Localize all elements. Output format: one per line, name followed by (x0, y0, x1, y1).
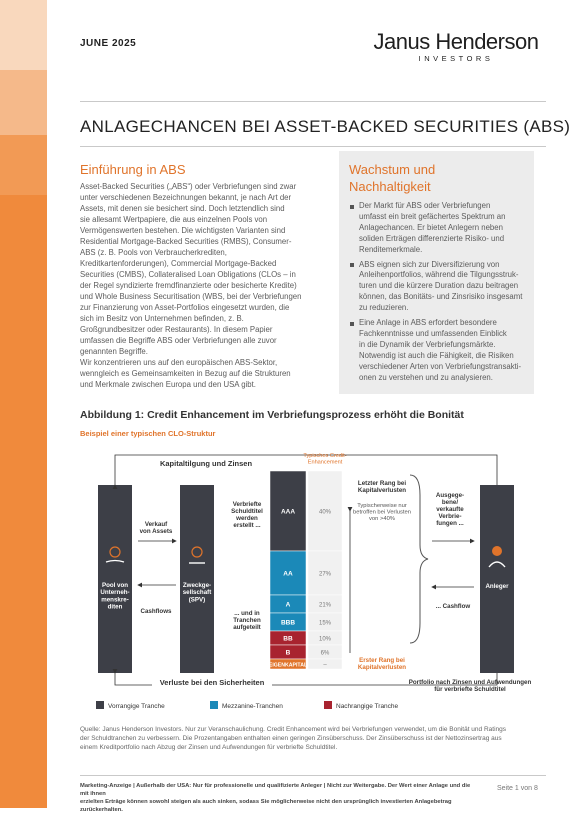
intro-line: Großgrundbesitzer oder Restaurants). In diesem Papier (80, 325, 273, 334)
growth-bullet (349, 201, 529, 256)
growth-bullet-list (349, 201, 529, 388)
legend-label: Vorrangige Tranche (108, 703, 165, 710)
growth-bullet-line: soliden Erträgen differenzierte Risiko- und (359, 233, 505, 243)
report-date: JUNE 2025 (80, 38, 137, 49)
growth-bullet-line: verschiedener Arten von Verbriefungstransakti- (359, 361, 522, 371)
intro-line: und Merkmale zwischen Europa und den USA gibt. (80, 380, 256, 389)
legend-label: Nachrangige Tranche (336, 703, 399, 710)
growth-bullet-line: Anlagechancen. Er bietet Anlegern neben (359, 222, 503, 232)
logo-subtitle: INVESTORS (418, 54, 494, 63)
spv-box (180, 485, 214, 673)
growth-bullet-line: Anleihenportfolios, während die Tilgungsstruk- (359, 270, 519, 280)
tranche-label: A (285, 601, 291, 609)
logo-name: Janus Henderson (373, 29, 539, 54)
source-line: der Schuldtranchen zu verbessern. Die Prozentangaben enthalten einen geringen Zinsüberschuss. Der Zinsüberschuss ist der Nettozinsertrag aus (80, 734, 502, 742)
intro-line: genannten Begriffe. (80, 347, 148, 356)
ce-header: Typisches Credit- (303, 453, 347, 459)
letzter-rang-label: Letzter Rang bei (357, 480, 407, 487)
growth-bullet (349, 260, 529, 315)
intro-line: wenngleich es Gemeinsamkeiten in Bezug auf die Strukturen (80, 369, 291, 378)
intro-line: Asset-Backed Securities („ABS“) oder Verbriefungen sind zwar (80, 182, 297, 191)
intro-line: umfassen die Begriffe ABS oder Verbriefungen alle zuvor (80, 336, 277, 345)
decorative-sidebar (0, 0, 47, 808)
ausgegeben-label: Ausgege- (435, 492, 465, 499)
erster-rang-label: Kapitalverlusten (357, 664, 407, 671)
growth-bullet-line: Fachkenntnisse und umfassenden Einblick (359, 328, 507, 338)
verkauf-label: Verkauf (144, 521, 168, 528)
footer-line: erzielten Erträge können sowohl steigen als auch sinken, sodass Sie möglicherweise nicht den ursprünglich investierten Anlagebetrag zurückerhalten. (80, 799, 452, 813)
ausgegeben-label: Verbrie- (438, 513, 462, 520)
investor-label: Anleger (485, 583, 509, 590)
growth-heading-line: Wachstum und (349, 162, 436, 177)
ausgegeben-label: verkaufte (436, 506, 464, 513)
verbriefte-label: erstellt ... (233, 522, 261, 529)
growth-bullet-line: umfasst ein breit gefächertes Spektrum an (359, 211, 506, 221)
growth-bullet-line: können, das Bonitäts- und Zinsrisiko insgesamt (359, 292, 523, 302)
tranche-label: B (285, 649, 291, 657)
sidebar-band (0, 0, 47, 70)
intro-line: und Whole Business Securitisation (WBS, bei der Verbriefungen (80, 292, 302, 301)
intro-line: Vermögenswerten bestehen. Die wichtigsten Varianten sind (80, 226, 286, 235)
janus-henderson-logo (366, 31, 546, 71)
investor-box (480, 485, 514, 673)
ausgegeben-label: bene/ (441, 499, 459, 506)
figure-title: Abbildung 1: Credit Enhancement im Verbriefungsprozess erhöht die Bonität (80, 409, 464, 421)
ce-header: Enhancement (307, 459, 343, 466)
sidebar-band (0, 135, 47, 195)
growth-heading (349, 161, 499, 195)
growth-bullet-line: Renditemerkmale. (359, 244, 423, 254)
growth-bullet-line: Der Markt für ABS oder Verbriefungen (359, 201, 491, 210)
footer-disclaimer (80, 782, 480, 814)
ce-value: 40% (318, 509, 332, 516)
growth-bullet-line: ABS eignen sich zur Diversifizierung von (359, 259, 500, 269)
verbriefte-label: werden (236, 515, 258, 522)
legend-swatch (324, 701, 332, 709)
portfolio-label: für verbriefte Schuldtitel (434, 686, 506, 693)
intro-line: sich im Besitz von Unternehmen befinden, z. B. (80, 314, 244, 323)
pool-box (98, 485, 132, 673)
tranche-label: AA (283, 570, 293, 578)
typisch-label: betroffen bei Verlusten (353, 509, 411, 516)
growth-bullet-line: in die Dynamik der Verbriefungsmärkte. (359, 339, 496, 349)
spv-label: sellschaft (182, 589, 212, 597)
legend-swatch (96, 701, 104, 709)
ce-value: – (323, 662, 327, 669)
intro-heading: Einführung in ABS (80, 162, 186, 177)
cashflow-label: ... Cashflow (435, 603, 471, 610)
intro-line: Securities (CMBS), Collateralised Loan Obligations (CLOs – in (80, 270, 296, 279)
footer-line: Marketing-Anzeige | Außerhalb der USA: Nur für professionelle und qualifizierte Anleger | Nicht zur Weitergabe. Der Wert einer Anlage und die mit ihnen (80, 783, 471, 797)
source-note (80, 726, 550, 752)
typisch-label: Typischerweise nur (357, 503, 407, 509)
intro-line: zur Finanzierung von Asset-Portfolios eingesetzt wurden, die (80, 303, 290, 312)
letzter-rang-label: Kapitalverlusten (357, 487, 407, 494)
intro-line: Assets, mit denen sie besichert sind. Doch letztendlich sind (80, 204, 285, 213)
legend-swatch (210, 701, 218, 709)
pool-label: menskre- (101, 596, 129, 604)
ce-value: 10% (318, 636, 332, 643)
growth-bullet-line: turen und die kürzere Duration dazu beitragen (359, 281, 519, 291)
ce-value: 21% (318, 602, 332, 609)
growth-bullet-line: Notwendig ist auch die Fähigkeit, die Risiken (359, 350, 514, 360)
top-arrow-label: Kapitaltilgung und Zinsen (159, 459, 253, 468)
growth-sidebar-box (339, 151, 534, 394)
ce-value: 27% (318, 571, 332, 578)
pool-label: Unterneh- (100, 589, 130, 597)
tranche-label: BB (283, 635, 293, 643)
portfolio-label: Portfolio nach Zinsen und Aufwendungen (408, 679, 532, 686)
head-shape (492, 546, 502, 556)
tranche-label: AAA (280, 508, 296, 516)
growth-bullet (349, 318, 529, 383)
tranche-label: EIGENKAPITAL (268, 662, 308, 669)
verbriefte-label: Schuldtitel (231, 508, 263, 515)
tranchen-label: ... und in (234, 610, 260, 617)
intro-line: Wir konzentrieren uns auf den europäischen ABS-Sektor, (80, 358, 278, 367)
cashflows-label: Cashflows (140, 608, 172, 615)
divider (80, 146, 546, 147)
intro-line: unter verschiedenen Bezeichnungen bekannt, je nach Art der (80, 193, 292, 202)
divider (80, 101, 546, 102)
growth-heading-line: Nachhaltigkeit (349, 179, 431, 194)
spv-label: Zweckge- (182, 582, 212, 589)
typisch-label: von >40% (369, 516, 395, 522)
verkauf-label: von Assets (139, 528, 173, 535)
erster-rang-label: Erster Rang bei (359, 657, 405, 664)
source-line: einem Kreditportfolio nach Abzug der Zinsen und Aufwendungen für verbriefte Schuldtitel. (80, 743, 338, 751)
page-title: ANLAGECHANCEN BEI ASSET-BACKED SECURITIES (ABS) (80, 117, 571, 136)
growth-bullet-line: zu reduzieren. (359, 303, 409, 313)
curly-brace (410, 475, 428, 643)
legend-label: Mezzanine-Tranchen (222, 703, 283, 710)
divider (80, 775, 546, 776)
growth-bullet-line: Eine Anlage in ABS erfordert besondere (359, 318, 497, 328)
tranchen-label: aufgeteilt (233, 624, 261, 631)
tranche-label: BBB (280, 619, 296, 627)
intro-line: sie allesamt Wertpapiere, die aus einzelnen Pools von (80, 215, 268, 224)
pool-label: diten (107, 603, 123, 611)
verbriefte-label: Verbriefte (232, 501, 262, 508)
intro-line: Kreditkartenforderungen), Commercial Mortgage-Backed (80, 259, 277, 268)
intro-line: Residential Mortgage-Backed Securities (RMBS), Consumer- (80, 237, 292, 246)
pool-label: Pool von (101, 582, 129, 589)
intro-paragraph (80, 181, 330, 390)
ce-value: 15% (318, 620, 332, 627)
bottom-arrow-label: Verluste bei den Sicherheiten (159, 678, 265, 687)
spv-label: (SPV) (188, 596, 206, 604)
ce-value: 6% (320, 650, 330, 657)
intro-line: ABS (z. B. Pools von Verbraucherkrediten, (80, 248, 227, 257)
page-number: Seite 1 von 8 (497, 785, 538, 792)
clo-structure-diagram (80, 445, 550, 720)
figure-subtitle: Beispiel einer typischen CLO-Struktur (80, 429, 216, 438)
source-line: Quelle: Janus Henderson Investors. Nur zur Veranschaulichung. Credit Enhancement wird bei Verbriefungen verwendet, um die Bonität und Ratings (80, 726, 506, 733)
tranchen-label: Tranchen (233, 617, 261, 624)
growth-bullet-line: onen zu verstehen und zu analysieren. (359, 372, 493, 382)
intro-line: der Regel syndizierte fremdfinanzierte oder besicherte Kredite) (80, 281, 297, 290)
ausgegeben-label: fungen ... (436, 520, 464, 527)
